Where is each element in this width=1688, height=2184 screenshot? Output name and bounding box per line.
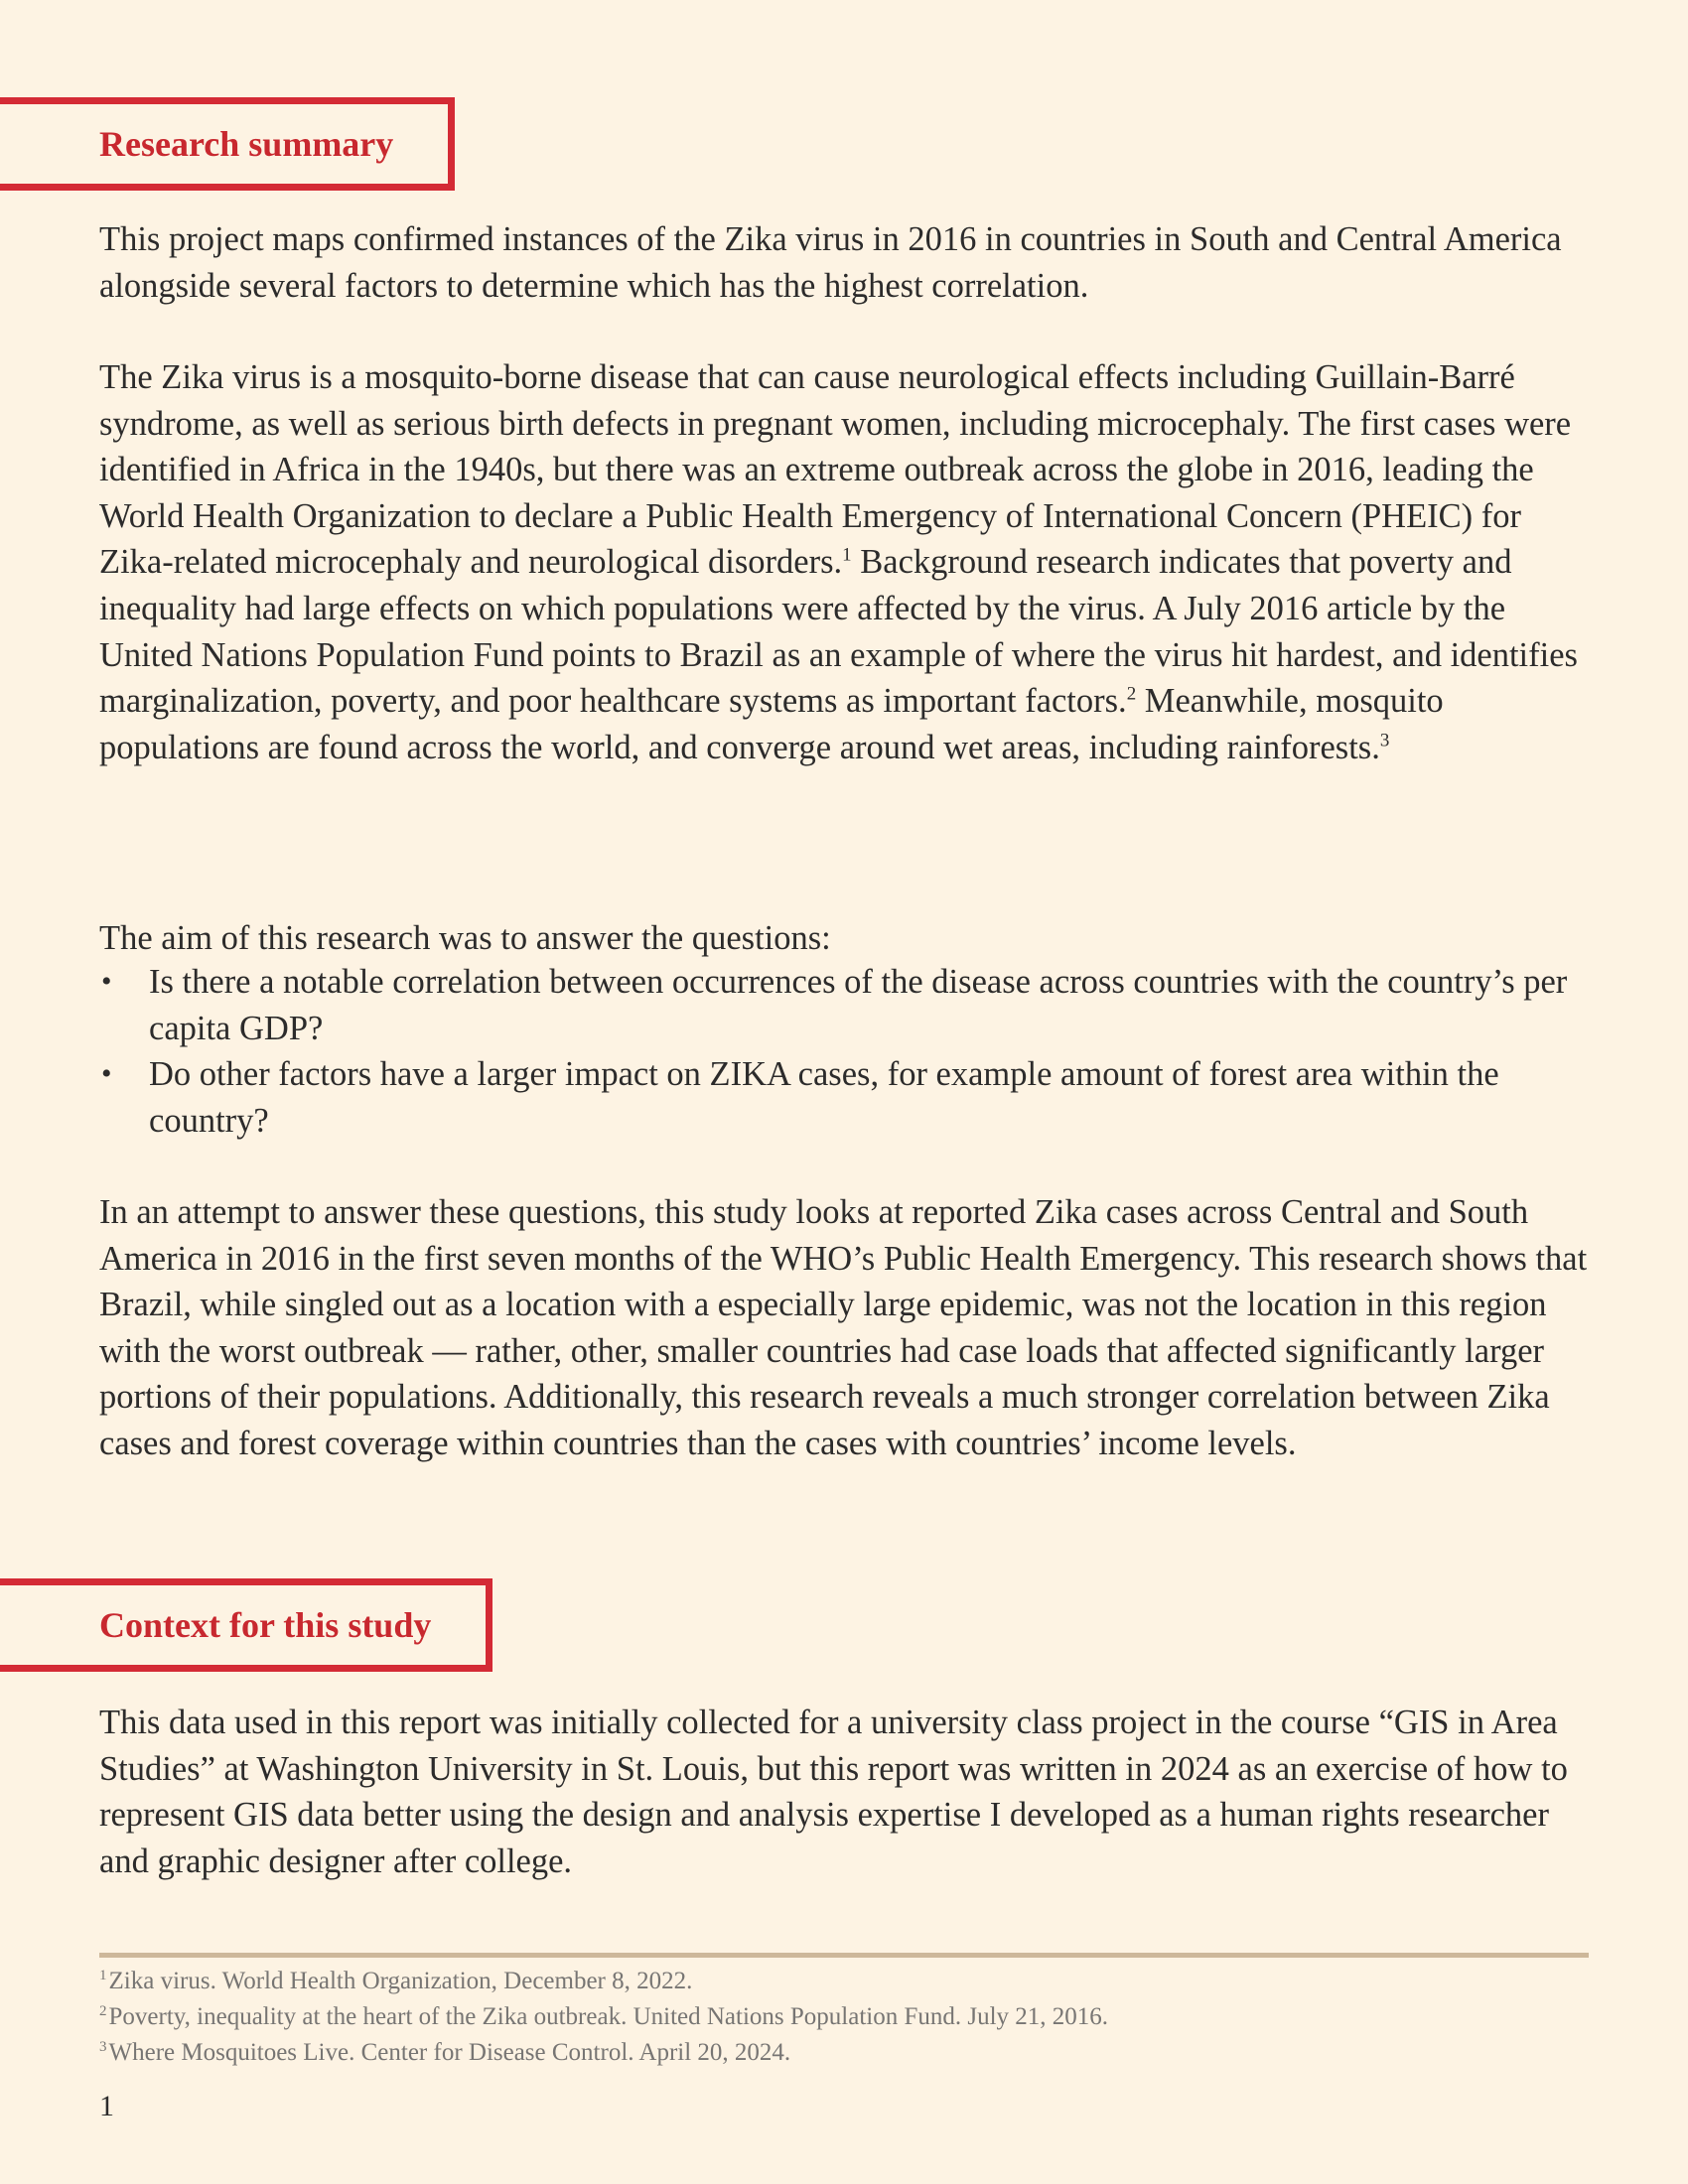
- footnotes: [99, 1964, 1589, 2071]
- footnote-number: 2: [99, 2002, 107, 2019]
- footnote-number: 3: [99, 2038, 107, 2055]
- background-part-3: Meanwhile, mosquito populations are found across the world, and converge around wet areas, including rainforests.: [99, 682, 1444, 766]
- question-item: [99, 1051, 1594, 1144]
- page-number: 1: [99, 2090, 114, 2122]
- research-summary-heading: Research summary: [99, 124, 394, 164]
- intro-paragraph: [99, 216, 1594, 309]
- context-heading: Context for this study: [99, 1605, 432, 1645]
- footnote-item: [99, 1964, 1589, 1999]
- background-text: [99, 354, 1594, 770]
- footnote-ref-3: 3: [1379, 730, 1390, 751]
- background-part-1: The Zika virus is a mosquito-borne disease that can cause neurological effects including Guillain-Barré syndrome, as well as serious birth defects in pregnant women, including microcephaly. The first cases were identified in Africa in the 1940s, but there was an extreme outbreak across the globe in 2016, leading the World Health Organization to declare a Public Health Emergency of International Concern (PHEIC) for Zika-related microcephaly and neurological disorders.: [99, 358, 1572, 582]
- context-heading-box: [0, 1578, 492, 1672]
- background-part-2: Background research indicates that poverty and inequality had large effects on which populations were affected by the virus. A July 2016 article by the United Nations Population Fund points to Brazil as an example of where the virus hit hardest, and identifies marginalization, poverty, and poor healthcare systems as important factors.: [99, 543, 1578, 721]
- question-item: [99, 959, 1594, 1051]
- footnote-ref-2: 2: [1126, 683, 1137, 705]
- footnote-divider: [99, 1953, 1589, 1958]
- context-paragraph: [99, 1700, 1594, 1884]
- footnote-item: [99, 2035, 1589, 2071]
- context-text: This data used in this report was initially collected for a university class project in the course “GIS in Area Studies” at Washington University in St. Louis, but this report was written in 2024 as an exercise of how to represent GIS data better using the design and analysis expertise I developed as a human rights researcher and graphic designer after college.: [99, 1704, 1568, 1880]
- question-text: Is there a notable correlation between occurrences of the disease across countries with the country’s per capita GDP?: [149, 963, 1568, 1047]
- questions-intro-paragraph: [99, 915, 1594, 962]
- footnote-text: Where Mosquitoes Live. Center for Disease Control. April 20, 2024.: [108, 2039, 791, 2066]
- questions-intro-text: The aim of this research was to answer the questions:: [99, 919, 831, 957]
- intro-text: This project maps confirmed instances of the Zika virus in 2016 in countries in South and Central America alongside several factors to determine which has the highest correlation.: [99, 220, 1562, 305]
- questions-list: [99, 959, 1594, 1144]
- background-paragraph: [99, 354, 1594, 770]
- footnote-text: Zika virus. World Health Organization, December 8, 2022.: [108, 1968, 693, 1994]
- footnote-text: Poverty, inequality at the heart of the Zika outbreak. United Nations Population Fund. July 21, 2016.: [108, 2003, 1109, 2030]
- bullet-icon: •: [101, 965, 112, 998]
- footnote-number: 1: [99, 1967, 107, 1983]
- findings-paragraph: [99, 1189, 1594, 1467]
- footnote-ref-1: 1: [842, 544, 852, 566]
- bullet-icon: •: [101, 1057, 112, 1091]
- research-summary-heading-box: [0, 97, 455, 191]
- findings-text: In an attempt to answer these questions, this study looks at reported Zika cases across Central and South America in 2016 in the first seven months of the WHO’s Public Health Emergency. This research shows that Brazil, while singled out as a location with a especially large epidemic, was not the location in this region with the worst outbreak — rather, other, smaller countries had case loads that affected significantly larger portions of their populations. Additionally, this research reveals a much stronger correlation between Zika cases and forest coverage within countries than the cases with countries’ income levels.: [99, 1193, 1588, 1462]
- question-text: Do other factors have a larger impact on ZIKA cases, for example amount of forest area within the country?: [149, 1055, 1499, 1140]
- footnote-item: [99, 1999, 1589, 2035]
